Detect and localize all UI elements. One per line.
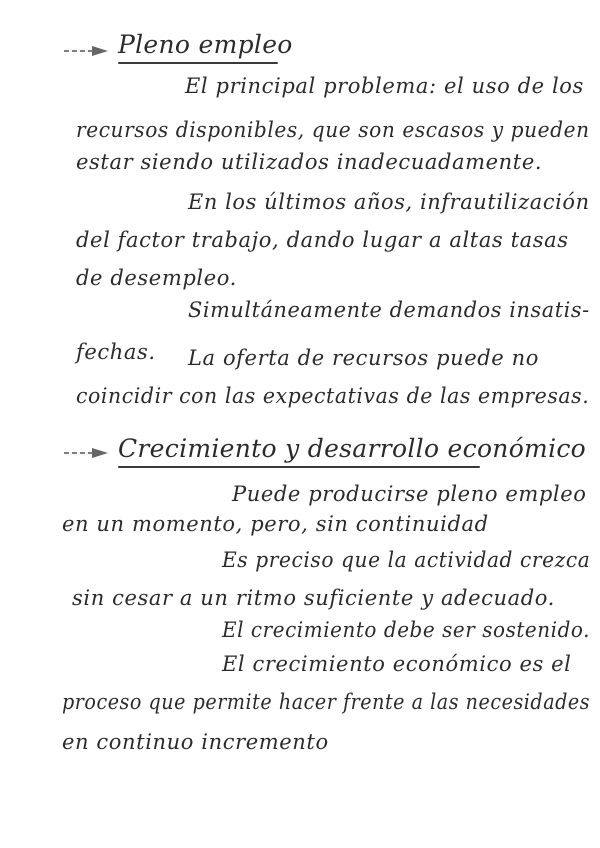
text-line: de desempleo. (76, 266, 237, 290)
heading-underline (118, 62, 278, 64)
text-line: La oferta de recursos puede no (188, 346, 539, 370)
text-line: Es preciso que la actividad crezca (222, 548, 591, 572)
text-line: El crecimiento debe ser sostenido. (222, 618, 591, 642)
text-line: Simultáneamente demandos insatis- (188, 298, 590, 322)
text-line: proceso que permite hacer frente a las necesidades (62, 690, 591, 714)
text-line: El principal problema: el uso de los (185, 74, 584, 98)
text-line: coincidir con las expectativas de las empresas. (76, 384, 590, 408)
section-heading: Crecimiento y desarrollo económico (118, 434, 587, 463)
text-line: en continuo incremento (62, 730, 329, 754)
section-heading: Pleno empleo (118, 30, 293, 59)
text-line: en un momento, pero, sin continuidad (62, 512, 489, 536)
arrow-icon (62, 44, 114, 58)
arrow-icon (62, 446, 114, 460)
text-line: sin cesar a un ritmo suficiente y adecuado. (72, 586, 555, 610)
text-line: El crecimiento económico es el (222, 652, 572, 676)
text-line: estar siendo utilizados inadecuadamente. (76, 150, 543, 174)
text-line: fechas. (76, 340, 156, 364)
text-line: recursos disponibles, que son escasos y pueden (76, 118, 590, 142)
heading-underline (118, 466, 480, 468)
text-line: Puede producirse pleno empleo (232, 482, 587, 506)
text-line: En los últimos años, infrautilización (188, 190, 590, 214)
text-line: del factor trabajo, dando lugar a altas tasas (76, 228, 569, 252)
